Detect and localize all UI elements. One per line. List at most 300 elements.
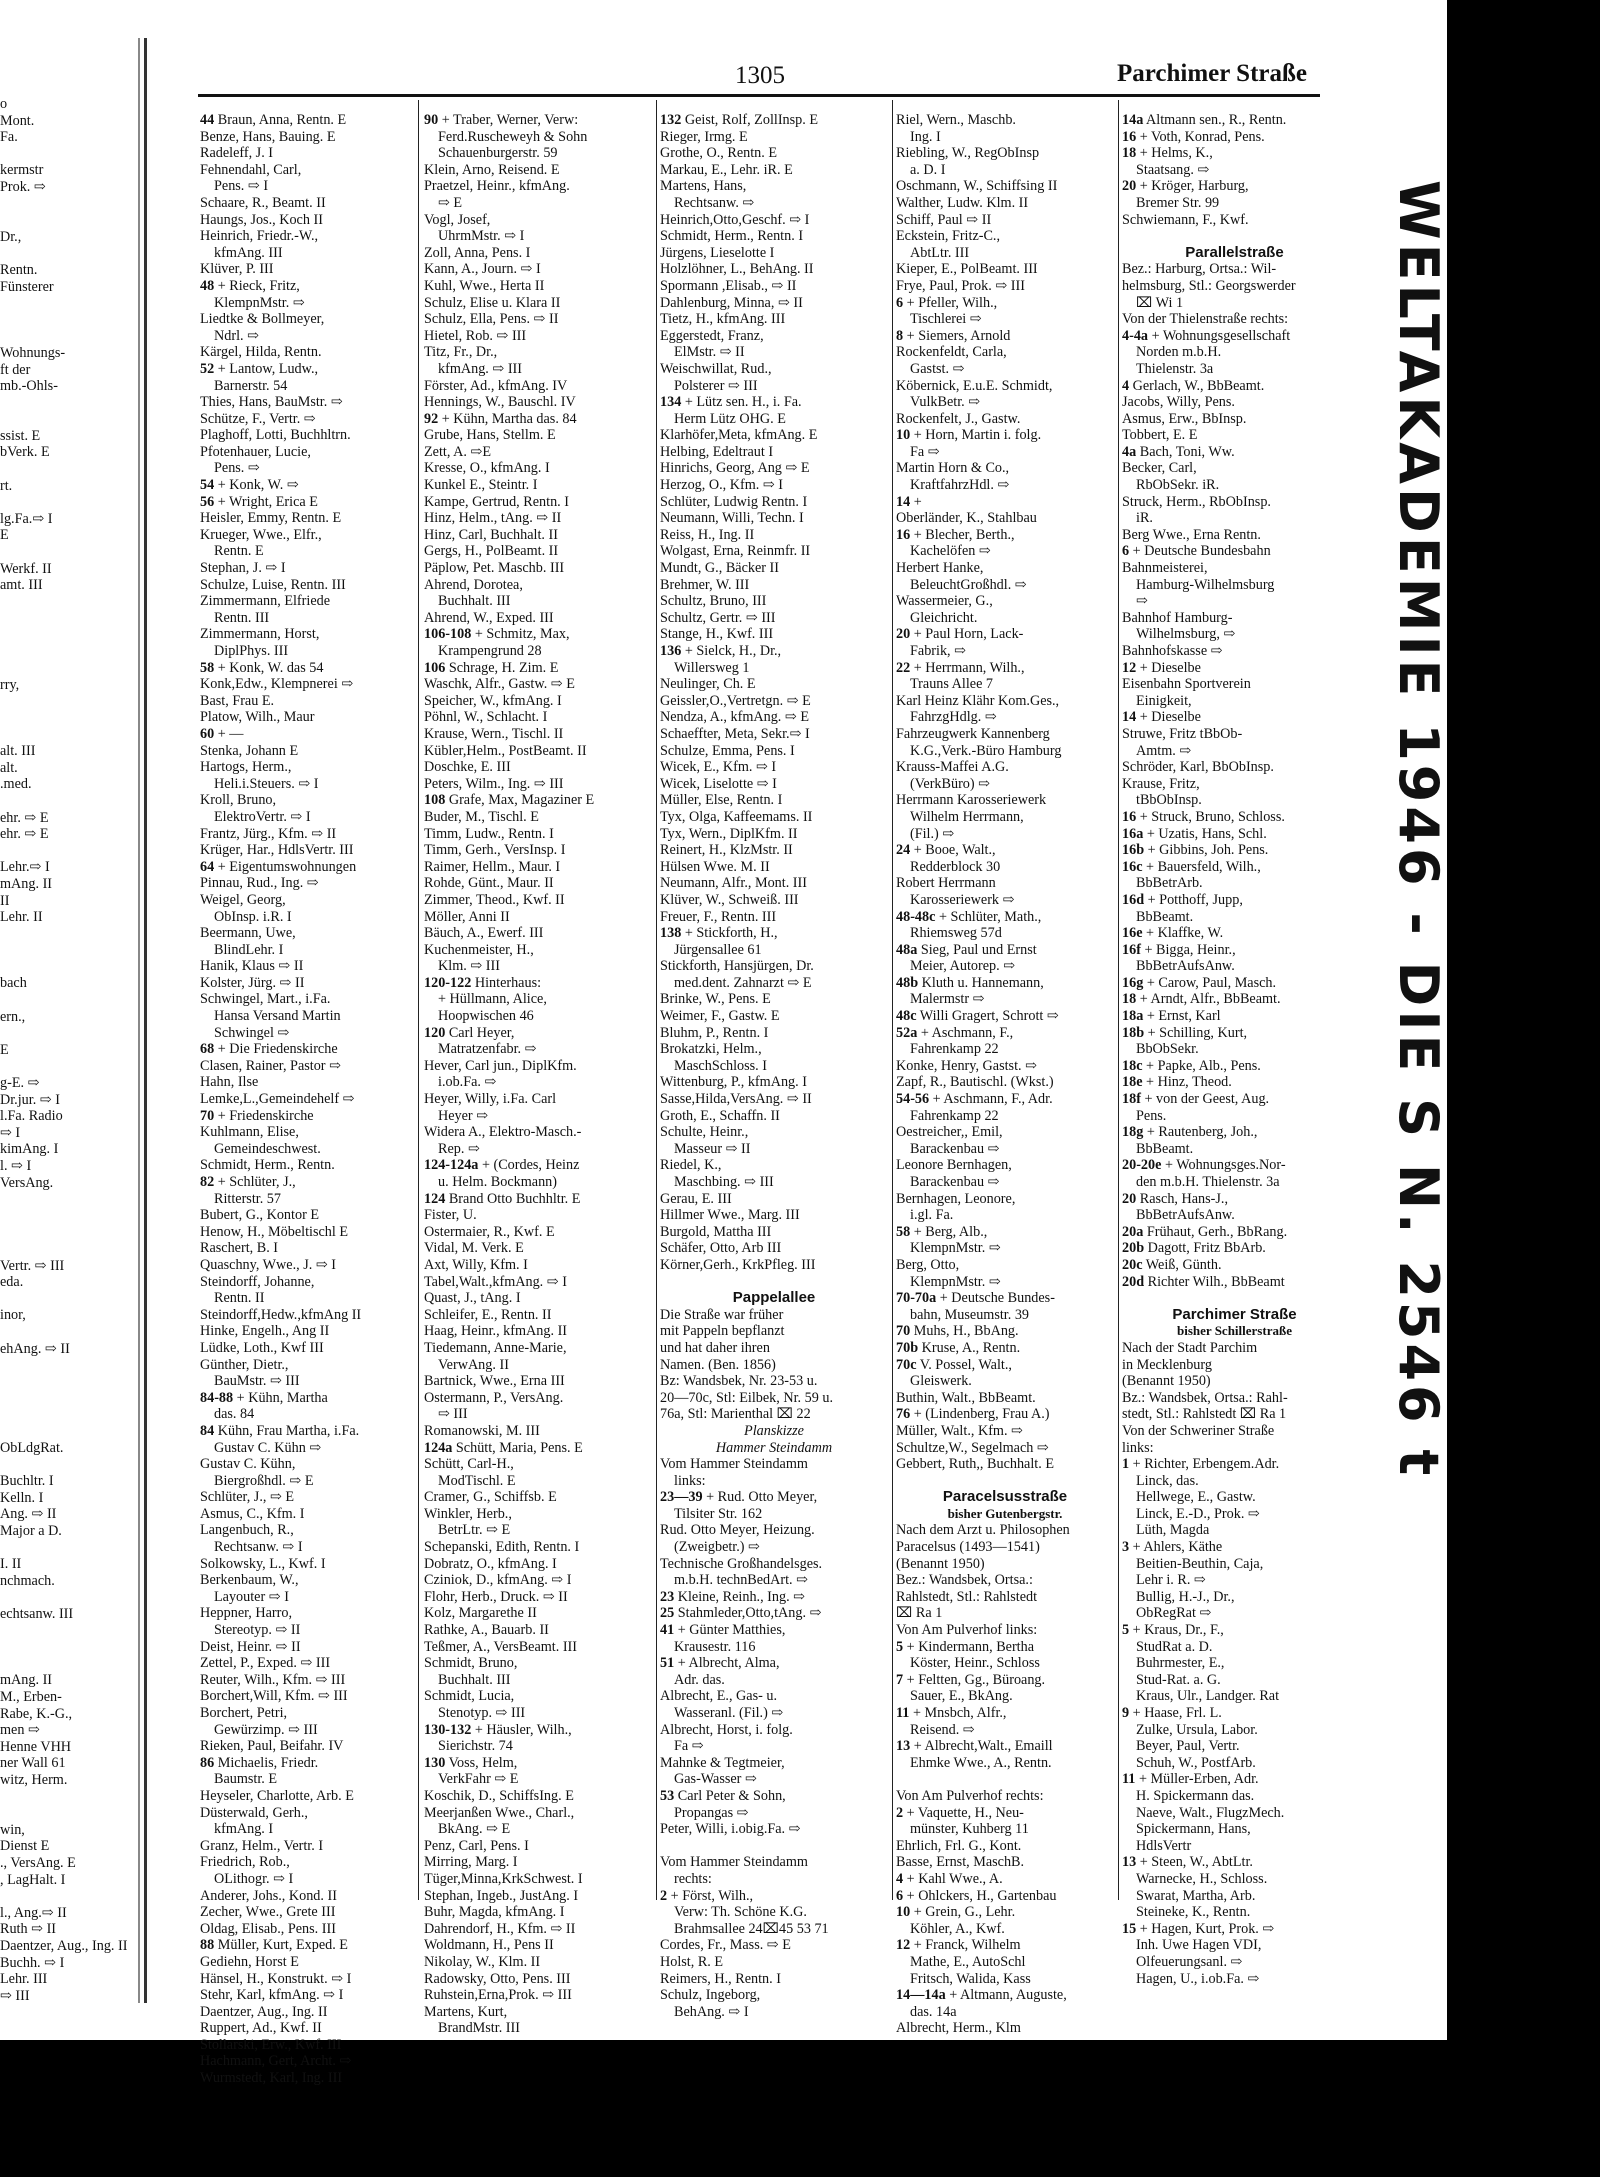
- directory-entry: 48-48c + Schlüter, Math.,: [896, 908, 1042, 925]
- entry-continuation: Rentn. II: [214, 1290, 265, 1307]
- entry-continuation: KlempnMstr. ⇨: [214, 294, 305, 311]
- directory-entry: Cordes, Fr., Mass. ⇨ E: [660, 1937, 791, 1954]
- directory-entry: Schulze, Luise, Rentn. III: [200, 576, 346, 593]
- entry-continuation: Fabrik, ⇨: [910, 643, 967, 659]
- directory-entry: Becker, Carl,: [1122, 460, 1197, 477]
- directory-entry: Eisenbahn Sportverein: [1122, 676, 1251, 693]
- directory-entry: Ehrlich, Frl. G., Kont.: [896, 1837, 1022, 1854]
- entry-continuation: Swarat, Martha, Arb.: [1136, 1887, 1256, 1904]
- directory-entry: Hinz, Helm., tAng. ⇨ II: [424, 510, 562, 527]
- fragment-line: E: [0, 527, 9, 544]
- entry-continuation: Barackenbau ⇨: [910, 1174, 1000, 1190]
- directory-entry: Konke, Henry, Gastst. ⇨: [896, 1057, 1037, 1074]
- entry-continuation: Wilhelmsburg, ⇨: [1136, 626, 1236, 643]
- directory-entry: 11 + Mnsbch, Alfr.,: [896, 1705, 1007, 1721]
- directory-entry: 136 + Sielck, H., Dr.,: [660, 643, 782, 659]
- directory-entry: Stephan, J. ⇨ I: [200, 560, 286, 577]
- directory-entry: Bernhagen, Leonore,: [896, 1190, 1016, 1207]
- directory-entry: mit Pappeln bepflanzt: [660, 1323, 785, 1340]
- entry-continuation: med.dent. Zahnarzt ⇨ E: [674, 974, 812, 991]
- directory-entry: Bez.: Wandsbek, Ortsa.:: [896, 1572, 1033, 1589]
- directory-entry: Solkowsky, L., Kwf. I: [200, 1555, 326, 1572]
- fragment-line: ehr. ⇨ E: [0, 809, 49, 826]
- directory-entry: 124-124a + (Cordes, Heinz: [424, 1157, 580, 1174]
- fragment-line: [0, 295, 140, 312]
- entry-continuation: Heli.i.Steuers. ⇨ I: [214, 775, 319, 792]
- entry-continuation: RbObSekr. iR.: [1136, 477, 1220, 494]
- entry-continuation: VulkBetr. ⇨: [910, 394, 981, 411]
- directory-entry: Freuer, F., Rentn. III: [660, 908, 777, 925]
- entry-continuation: Hamburg-Wilhelmsburg: [1136, 576, 1275, 593]
- entry-continuation: Fa ⇨: [910, 443, 940, 460]
- directory-entry: Bez.: Harburg, Ortsa.: Wil-: [1122, 261, 1277, 278]
- fragment-line: [0, 1789, 140, 1806]
- entry-continuation: Tilsiter Str. 162: [674, 1505, 763, 1522]
- entry-continuation: Einigkeit,: [1136, 692, 1192, 709]
- fragment-line: [0, 1457, 140, 1474]
- directory-entry: Jürgens, Lieselotte I: [660, 244, 775, 261]
- directory-entry: Stehr, Karl, kfmAng. ⇨ I: [200, 1987, 344, 2004]
- fragment-line: Prok. ⇨: [0, 178, 46, 195]
- directory-entry: 41 + Günter Matthies,: [660, 1622, 786, 1639]
- directory-entry: 18e + Hinz, Theod.: [1122, 1074, 1232, 1091]
- directory-entry: Klüver, W., Schweiß. III: [660, 891, 799, 908]
- directory-entry: 20-20e + Wohnungsges.Nor-: [1122, 1157, 1286, 1174]
- fragment-line: I. II: [0, 1556, 22, 1573]
- directory-entry: Stange, H., Kwf. III: [660, 626, 774, 643]
- fragment-line: lg.Fa.⇨ I: [0, 510, 53, 527]
- directory-entry: 3 + Ahlers, Käthe: [1122, 1539, 1223, 1556]
- directory-entry: Fehnendahl, Carl,: [200, 161, 302, 178]
- fragment-line: o: [0, 96, 8, 112]
- directory-entry: 70 Muhs, H., BbAng.: [896, 1323, 1019, 1340]
- directory-entry: Nikolay, W., Klm. II: [424, 1953, 541, 1970]
- directory-entry: links:: [1122, 1439, 1154, 1456]
- directory-entry: Struwe, Fritz tBbOb-: [1122, 725, 1243, 742]
- entry-continuation: BbBeamt.: [1136, 908, 1194, 925]
- directory-entry: Düsterwald, Gerh.,: [200, 1804, 308, 1821]
- directory-entry: 1 + Richter, Erbengem.Adr.: [1122, 1456, 1280, 1473]
- entry-continuation: kfmAng. ⇨ III: [438, 360, 522, 377]
- directory-entry: Berkenbaum, W.,: [200, 1572, 299, 1589]
- directory-entry: Brehmer, W. III: [660, 576, 750, 593]
- entry-continuation: Köhler, A., Kwf.: [910, 1920, 1005, 1937]
- directory-entry: 90 + Traber, Werner, Verw:: [424, 112, 579, 128]
- fragment-line: nchmach.: [0, 1572, 55, 1589]
- directory-entry: Asmus, C., Kfm. I: [200, 1505, 305, 1522]
- entry-continuation: Trauns Allee 7: [910, 676, 994, 693]
- directory-entry: Hanik, Klaus ⇨ II: [200, 958, 304, 975]
- column-5: [1122, 112, 1347, 1987]
- entry-continuation: Gustav C. Kühn ⇨: [214, 1439, 322, 1456]
- fragment-line: ehAng. ⇨ II: [0, 1340, 70, 1357]
- directory-entry: Ruppert, Ad., Kwf. II: [200, 2020, 322, 2037]
- directory-entry: Langenbuch, R.,: [200, 1522, 294, 1539]
- fragment-line: [0, 1191, 140, 1208]
- directory-entry: Helbing, Edeltraut I: [660, 443, 774, 460]
- directory-entry: 16d + Potthoff, Jupp,: [1122, 891, 1243, 908]
- fragment-line: witz, Herm.: [0, 1771, 68, 1788]
- fragment-line: [0, 1888, 140, 1905]
- directory-entry: 13 + Albrecht,Walt., Emaill: [896, 1738, 1053, 1755]
- fragment-line: II: [0, 892, 10, 909]
- directory-entry: Winkler, Herb.,: [424, 1505, 512, 1522]
- entry-continuation: Bullig, H.-J., Dr.,: [1136, 1588, 1235, 1605]
- directory-entry: Rohde, Günt., Maur. II: [424, 875, 554, 892]
- directory-entry: Schaeffter, Meta, Sekr.⇨ I: [660, 725, 810, 742]
- entry-continuation: Rechtsanw. ⇨: [674, 194, 755, 211]
- entry-continuation: BetrLtr. ⇨ E: [438, 1522, 511, 1539]
- directory-entry: 18a + Ernst, Karl: [1122, 1008, 1221, 1025]
- directory-entry: [660, 1274, 888, 1291]
- directory-entry: Rahlstedt, Stl.: Rahlstedt: [896, 1588, 1038, 1605]
- directory-entry: Bz: Wandsbek, Nr. 23-53 u.: [660, 1373, 818, 1390]
- directory-entry: Deist, Heinr. ⇨ II: [200, 1638, 301, 1655]
- fragment-line: [0, 926, 140, 943]
- directory-entry: Herbert Hanke,: [896, 560, 984, 577]
- entry-continuation: BkAng. ⇨ E: [438, 1821, 511, 1838]
- fragment-line: kimAng. I: [0, 1141, 59, 1158]
- directory-entry: Oschmann, W., Schiffsing II: [896, 178, 1058, 195]
- directory-entry: Riel, Wern., Maschb.: [896, 112, 1016, 128]
- directory-entry: Reimers, H., Rentn. I: [660, 1970, 781, 1987]
- directory-entry: Konk,Edw., Klempnerei ⇨: [200, 676, 354, 693]
- street-heading: Parchimer Straße: [1172, 1305, 1297, 1323]
- fragment-line: rry,: [0, 676, 20, 693]
- directory-entry: Oestreicher,, Emil,: [896, 1124, 1003, 1141]
- entry-continuation: Schuh, W., PostfArb.: [1136, 1754, 1256, 1771]
- entry-continuation: Stereotyp. ⇨ II: [214, 1622, 301, 1639]
- directory-entry: Penz, Carl, Pens. I: [424, 1837, 529, 1854]
- directory-entry: Zettel, P., Exped. ⇨ III: [200, 1655, 331, 1672]
- directory-entry: Kolz, Margarethe II: [424, 1605, 537, 1622]
- fragment-line: [0, 1291, 140, 1308]
- directory-entry: Rud. Otto Meyer, Heizung.: [660, 1522, 815, 1539]
- fragment-line: [0, 942, 140, 959]
- entry-continuation: Klm. ⇨ III: [438, 958, 500, 975]
- fragment-line: l.Fa. Radio: [0, 1108, 63, 1125]
- directory-entry: 18f + von der Geest, Aug.: [1122, 1091, 1270, 1108]
- directory-entry: Granz, Helm., Vertr. I: [200, 1837, 324, 1854]
- directory-entry: 16c + Bauersfeld, Wilh.,: [1122, 858, 1261, 875]
- fragment-line: eda.: [0, 1274, 24, 1291]
- directory-entry: Pfotenhauer, Lucie,: [200, 443, 311, 460]
- directory-entry: 16b + Gibbins, Joh. Pens.: [1122, 842, 1269, 859]
- entry-continuation: das. 84: [214, 1406, 255, 1423]
- directory-entry: Zimmermann, Elfriede: [200, 593, 331, 610]
- directory-entry: Martin Horn & Co.,: [896, 460, 1010, 477]
- directory-entry: Speicher, W., kfmAng. I: [424, 692, 562, 709]
- entry-continuation: Schwingel ⇨: [214, 1024, 290, 1041]
- entry-continuation: Ehmke Wwe., A., Rentn.: [910, 1754, 1052, 1771]
- fragment-line: [0, 1390, 140, 1407]
- directory-entry: Peter, Willi, i.obig.Fa. ⇨: [660, 1821, 801, 1838]
- binding-edge-label: WELTAKADEMIE 1946 - DIE S N. 2546 t: [1387, 180, 1450, 1480]
- entry-continuation: BbBetrAufsAnw.: [1136, 1207, 1235, 1224]
- entry-continuation: Adr. das.: [674, 1671, 725, 1688]
- directory-entry: Krueger, Wwe., Elfr.,: [200, 526, 322, 543]
- entry-continuation: BbBetrAufsAnw.: [1136, 958, 1235, 975]
- entry-continuation: Gewürzimp. ⇨ III: [214, 1721, 318, 1738]
- directory-entry: 6 + Deutsche Bundesbahn: [1122, 543, 1271, 560]
- fragment-line: [0, 411, 140, 428]
- entry-continuation: ⇨ III: [438, 1406, 468, 1423]
- directory-entry: Platow, Wilh., Maur: [200, 709, 315, 726]
- fragment-line: [0, 1424, 140, 1441]
- directory-entry: Eckstein, Fritz-C.,: [896, 228, 1001, 245]
- directory-entry: Raimer, Hellm., Maur. I: [424, 858, 561, 875]
- street-note: Planskizze: [744, 1422, 804, 1439]
- directory-entry: Kübler,Helm., PostBeamt. II: [424, 742, 587, 759]
- directory-entry: Bahnhofskasse ⇨: [1122, 643, 1223, 659]
- directory-entry: Radowsky, Otto, Pens. III: [424, 1970, 571, 1987]
- directory-entry: 14a Altmann sen., R., Rentn.: [1122, 112, 1287, 128]
- directory-entry: Technische Großhandelsges.: [660, 1555, 823, 1572]
- directory-entry: 48 + Rieck, Fritz,: [200, 277, 300, 294]
- directory-entry: Robert Herrmann: [896, 875, 996, 892]
- directory-entry: Doschke, E. III: [424, 759, 511, 776]
- fragment-line: ern.,: [0, 1008, 26, 1025]
- directory-entry: 12 + Dieselbe: [1122, 659, 1201, 676]
- directory-entry: Wolgast, Erna, Reinmfr. II: [660, 543, 811, 560]
- directory-entry: Bäuch, A., Ewerf. III: [424, 925, 544, 942]
- directory-entry: Jacobs, Willy, Pens.: [1122, 394, 1235, 411]
- directory-entry: Henow, H., Möbeltischl E: [200, 1223, 349, 1240]
- directory-entry: 52a + Aschmann, F.,: [896, 1024, 1014, 1041]
- directory-entry: in Mecklenburg: [1122, 1356, 1212, 1373]
- fragment-line: [0, 328, 140, 345]
- directory-entry: Borchert, Petri,: [200, 1705, 288, 1721]
- entry-continuation: KraftfahrzHdl. ⇨: [910, 477, 1010, 494]
- directory-entry: Krause, Wern., Tischl. II: [424, 725, 564, 742]
- directory-entry: Bast, Frau E.: [200, 692, 275, 709]
- entry-continuation: Barackenbau ⇨: [910, 1140, 1000, 1157]
- directory-entry: Wurmstedt, Karl, Ing. III: [200, 2070, 343, 2087]
- directory-entry: 52 + Lantow, Ludw.,: [200, 360, 319, 377]
- fragment-line: Buchltr. I: [0, 1473, 54, 1490]
- fragment-line: [0, 1639, 140, 1656]
- directory-entry: 4 Gerlach, W., BbBeamt.: [1122, 377, 1265, 394]
- fragment-line: Dienst E: [0, 1838, 50, 1855]
- directory-entry: Woldmann, H., Pens II: [424, 1937, 554, 1954]
- fragment-line: [0, 395, 140, 412]
- directory-entry: Wicek, Liselotte ⇨ I: [660, 775, 777, 792]
- directory-entry: 20 + Paul Horn, Lack-: [896, 626, 1024, 643]
- directory-entry: Zimmermann, Horst,: [200, 626, 320, 643]
- fragment-line: bVerk. E: [0, 444, 50, 461]
- directory-entry: Heyseler, Charlotte, Arb. E: [200, 1787, 354, 1804]
- directory-entry: Fahrzeugwerk Kannenberg: [896, 725, 1050, 742]
- directory-entry: Hever, Carl jun., DiplKfm.: [424, 1057, 577, 1074]
- entry-continuation: Ing. I: [910, 128, 941, 145]
- fragment-line: [0, 1540, 140, 1557]
- fragment-line: [0, 594, 140, 611]
- directory-entry: Steindorff, Johanne,: [200, 1273, 315, 1290]
- directory-entry: Plaghoff, Lotti, Buchhltrn.: [200, 427, 351, 444]
- directory-entry: [1122, 1290, 1347, 1307]
- directory-entry: Herzog, O., Kfm. ⇨ I: [660, 477, 783, 494]
- directory-entry: 124a Schütt, Maria, Pens. E: [424, 1439, 583, 1456]
- directory-entry: Basse, Ernst, MaschB.: [896, 1854, 1025, 1871]
- directory-entry: Von der Schweriner Straße: [1122, 1422, 1275, 1439]
- directory-entry: Schulte, Heinr.,: [660, 1124, 749, 1141]
- directory-entry: Von Am Pulverhof rechts:: [896, 1787, 1044, 1804]
- directory-entry: Axt, Willy, Kfm. I: [424, 1256, 528, 1273]
- entry-continuation: Buhrmester, E.,: [1136, 1655, 1225, 1672]
- fragment-line: ⇨ III: [0, 1987, 30, 2004]
- entry-continuation: KlempnMstr. ⇨: [910, 1240, 1001, 1257]
- fragment-line: kermstr: [0, 162, 44, 179]
- directory-entry: Heisler, Emmy, Rentn. E: [200, 510, 342, 527]
- directory-entry: Wassermeier, G.,: [896, 593, 993, 610]
- directory-entry: Reinert, H., KlzMstr. II: [660, 842, 793, 859]
- directory-entry: Stollarski, Erw., Kwf. III: [200, 2036, 342, 2053]
- entry-continuation: Heyer ⇨: [438, 1107, 489, 1124]
- directory-entry: Schulze, Emma, Pens. I: [660, 742, 795, 759]
- fragment-line: ner Wall 61: [0, 1755, 66, 1772]
- entry-continuation: Olfeuerungsanl. ⇨: [1136, 1953, 1243, 1970]
- directory-entry: Kunkel E., Steintr. I: [424, 477, 538, 494]
- entry-continuation: Redderblock 30: [910, 858, 1001, 875]
- column-4: [896, 112, 1114, 2037]
- running-head: Parchimer Straße: [1117, 60, 1308, 87]
- entry-continuation: Naeve, Walt., FlugzMech.: [1136, 1804, 1285, 1821]
- fragment-line: mAng. II: [0, 1672, 53, 1689]
- directory-entry: Titz, Fr., Dr.,: [424, 344, 498, 361]
- column-divider: [418, 100, 419, 1900]
- entry-continuation: Willersweg 1: [674, 659, 750, 676]
- directory-entry: Albrecht, Horst, i. folg.: [660, 1721, 793, 1738]
- directory-entry: 2 + Först, Wilh.,: [660, 1887, 754, 1904]
- directory-entry: Hietel, Rob. ⇨ III: [424, 327, 527, 344]
- directory-entry: 24 + Booe, Walt.,: [896, 842, 996, 859]
- fragment-line: [0, 1656, 140, 1673]
- entry-continuation: StudRat a. D.: [1136, 1638, 1213, 1655]
- directory-entry: Hachmann, Gert, Archt. ⇨: [200, 2053, 352, 2070]
- directory-entry: Pinnau, Rud., Ing. ⇨: [200, 875, 319, 892]
- directory-entry: 18b + Schilling, Kurt,: [1122, 1024, 1248, 1041]
- fragment-line: [0, 1407, 140, 1424]
- directory-entry: 108 Grafe, Max, Magaziner E: [424, 792, 595, 809]
- directory-entry: Hahn, Ilse: [200, 1074, 259, 1091]
- directory-entry: 56 + Wright, Erica E: [200, 493, 318, 510]
- directory-entry: Wittenburg, P., kfmAng. I: [660, 1074, 807, 1091]
- directory-entry: Tietz, H., kfmAng. III: [660, 311, 786, 328]
- entry-continuation: Buchhalt. III: [438, 593, 511, 610]
- directory-entry: Peters, Wilm., Ing. ⇨ III: [424, 775, 564, 792]
- entry-continuation: Fa ⇨: [674, 1738, 704, 1755]
- directory-entry: Kroll, Bruno,: [200, 792, 277, 809]
- directory-entry: Tabel,Walt.,kfmAng. ⇨ I: [424, 1273, 567, 1290]
- directory-entry: Hülsen Wwe. M. II: [660, 858, 770, 875]
- entry-continuation: Matratzenfabr. ⇨: [438, 1041, 537, 1058]
- entry-continuation: BehAng. ⇨ I: [674, 2003, 749, 2020]
- fragment-line: [0, 627, 140, 644]
- directory-entry: Zett, A. ⇨E: [424, 443, 492, 460]
- fragment-line: Ang. ⇨ II: [0, 1506, 57, 1523]
- directory-entry: 84-88 + Kühn, Martha: [200, 1389, 328, 1406]
- directory-entry: Weischwillat, Rud.,: [660, 360, 772, 377]
- directory-entry: Widera A., Elektro-Masch.-: [424, 1124, 582, 1141]
- directory-entry: Riebling, W., RegObInsp: [896, 145, 1040, 162]
- page-fold-edge: [144, 38, 147, 2003]
- directory-entry: und hat daher ihren: [660, 1339, 770, 1356]
- directory-entry: Die Straße war früher: [660, 1306, 784, 1323]
- directory-entry: 51 + Albrecht, Alma,: [660, 1655, 780, 1672]
- fragment-line: [0, 610, 140, 627]
- directory-entry: Brokatzki, Helm.,: [660, 1041, 762, 1058]
- directory-entry: 23—39 + Rud. Otto Meyer,: [660, 1489, 818, 1506]
- directory-entry: Ahrend, W., Exped. III: [424, 609, 554, 626]
- fragment-line: inor,: [0, 1307, 26, 1324]
- directory-entry: 10 + Horn, Martin i. folg.: [896, 427, 1042, 444]
- entry-continuation: kfmAng. I: [214, 1821, 274, 1838]
- fragment-line: [0, 212, 140, 229]
- directory-entry: Hänsel, H., Konstrukt. ⇨ I: [200, 1970, 352, 1987]
- directory-entry: Karl Heinz Klähr Kom.Ges.,: [896, 692, 1060, 709]
- directory-entry: 76a, Stl: Marienthal ⌧ 22: [660, 1406, 811, 1423]
- entry-continuation: Hagen, U., i.ob.Fa. ⇨: [1136, 1970, 1260, 1987]
- directory-entry: 106 Schrage, H. Zim. E: [424, 659, 559, 676]
- entry-continuation: VerwAng. II: [438, 1356, 509, 1373]
- directory-entry: Struck, Herm., RbObInsp.: [1122, 493, 1271, 510]
- street-heading: Paracelsusstraße: [942, 1488, 1068, 1506]
- directory-entry: Tiedemann, Anne-Marie,: [424, 1339, 567, 1356]
- directory-entry: 58 + Konk, W. das 54: [200, 659, 324, 676]
- entry-continuation: Gas-Wasser ⇨: [674, 1771, 757, 1788]
- directory-entry: Hinke, Engelh., Ang II: [200, 1323, 330, 1340]
- fragment-line: mb.-Ohls-: [0, 378, 58, 395]
- fragment-line: [0, 146, 140, 163]
- directory-entry: Brinke, W., Pens. E: [660, 991, 771, 1008]
- entry-continuation: Beitien-Beuthin, Caja,: [1136, 1555, 1264, 1572]
- directory-entry: 88 Müller, Kurt, Exped. E: [200, 1937, 348, 1954]
- entry-continuation: Gleichricht.: [910, 609, 978, 626]
- directory-entry: Lüdke, Loth., Kwf III: [200, 1339, 324, 1356]
- directory-entry: Schwingel, Mart., i.Fa.: [200, 991, 331, 1008]
- directory-entry: Köbernick, E.u.E. Schmidt,: [896, 377, 1053, 394]
- fragment-line: [0, 1208, 140, 1225]
- column-divider: [892, 100, 893, 1900]
- fragment-line: Fünsterer: [0, 278, 54, 295]
- directory-entry: Stephan, Ingeb., JustAng. I: [424, 1887, 579, 1904]
- directory-entry: Heppner, Harro,: [200, 1605, 293, 1622]
- fragment-line: Daentzer, Aug., Ing. II: [0, 1937, 128, 1954]
- directory-entry: Dobratz, O., kfmAng. I: [424, 1555, 557, 1572]
- fragment-line: [0, 312, 140, 329]
- fragment-line: [0, 660, 140, 677]
- entry-continuation: Masseur ⇨ II: [674, 1140, 751, 1157]
- directory-entry: 14 +: [896, 493, 922, 510]
- entry-continuation: Rechtsanw. ⇨ I: [214, 1539, 303, 1556]
- directory-entry: Dahlenburg, Minna, ⇨ II: [660, 294, 803, 311]
- entry-continuation: Herm Lütz OHG. E: [674, 410, 786, 427]
- directory-entry: 12 + Franck, Wilhelm: [896, 1937, 1021, 1954]
- directory-entry: Schepanski, Edith, Rentn. I: [424, 1539, 580, 1556]
- directory-entry: Krüger, Har., HdlsVertr. III: [200, 842, 354, 859]
- fragment-line: [0, 196, 140, 213]
- directory-entry: Schulz, Elise u. Klara II: [424, 294, 561, 311]
- directory-entry: Clasen, Rainer, Pastor ⇨: [200, 1057, 341, 1074]
- fragment-line: Wohnungs-: [0, 344, 66, 361]
- directory-entry: Vogl, Josef,: [424, 211, 491, 228]
- directory-entry: (Benannt 1950): [896, 1555, 985, 1572]
- entry-continuation: Fahrenkamp 22: [910, 1041, 999, 1058]
- fragment-line: ehr. ⇨ E: [0, 826, 49, 843]
- entry-continuation: Bremer Str. 99: [1136, 194, 1220, 211]
- directory-entry: 5 + Kindermann, Bertha: [896, 1638, 1035, 1655]
- directory-entry: Schiff, Paul ⇨ II: [896, 211, 992, 228]
